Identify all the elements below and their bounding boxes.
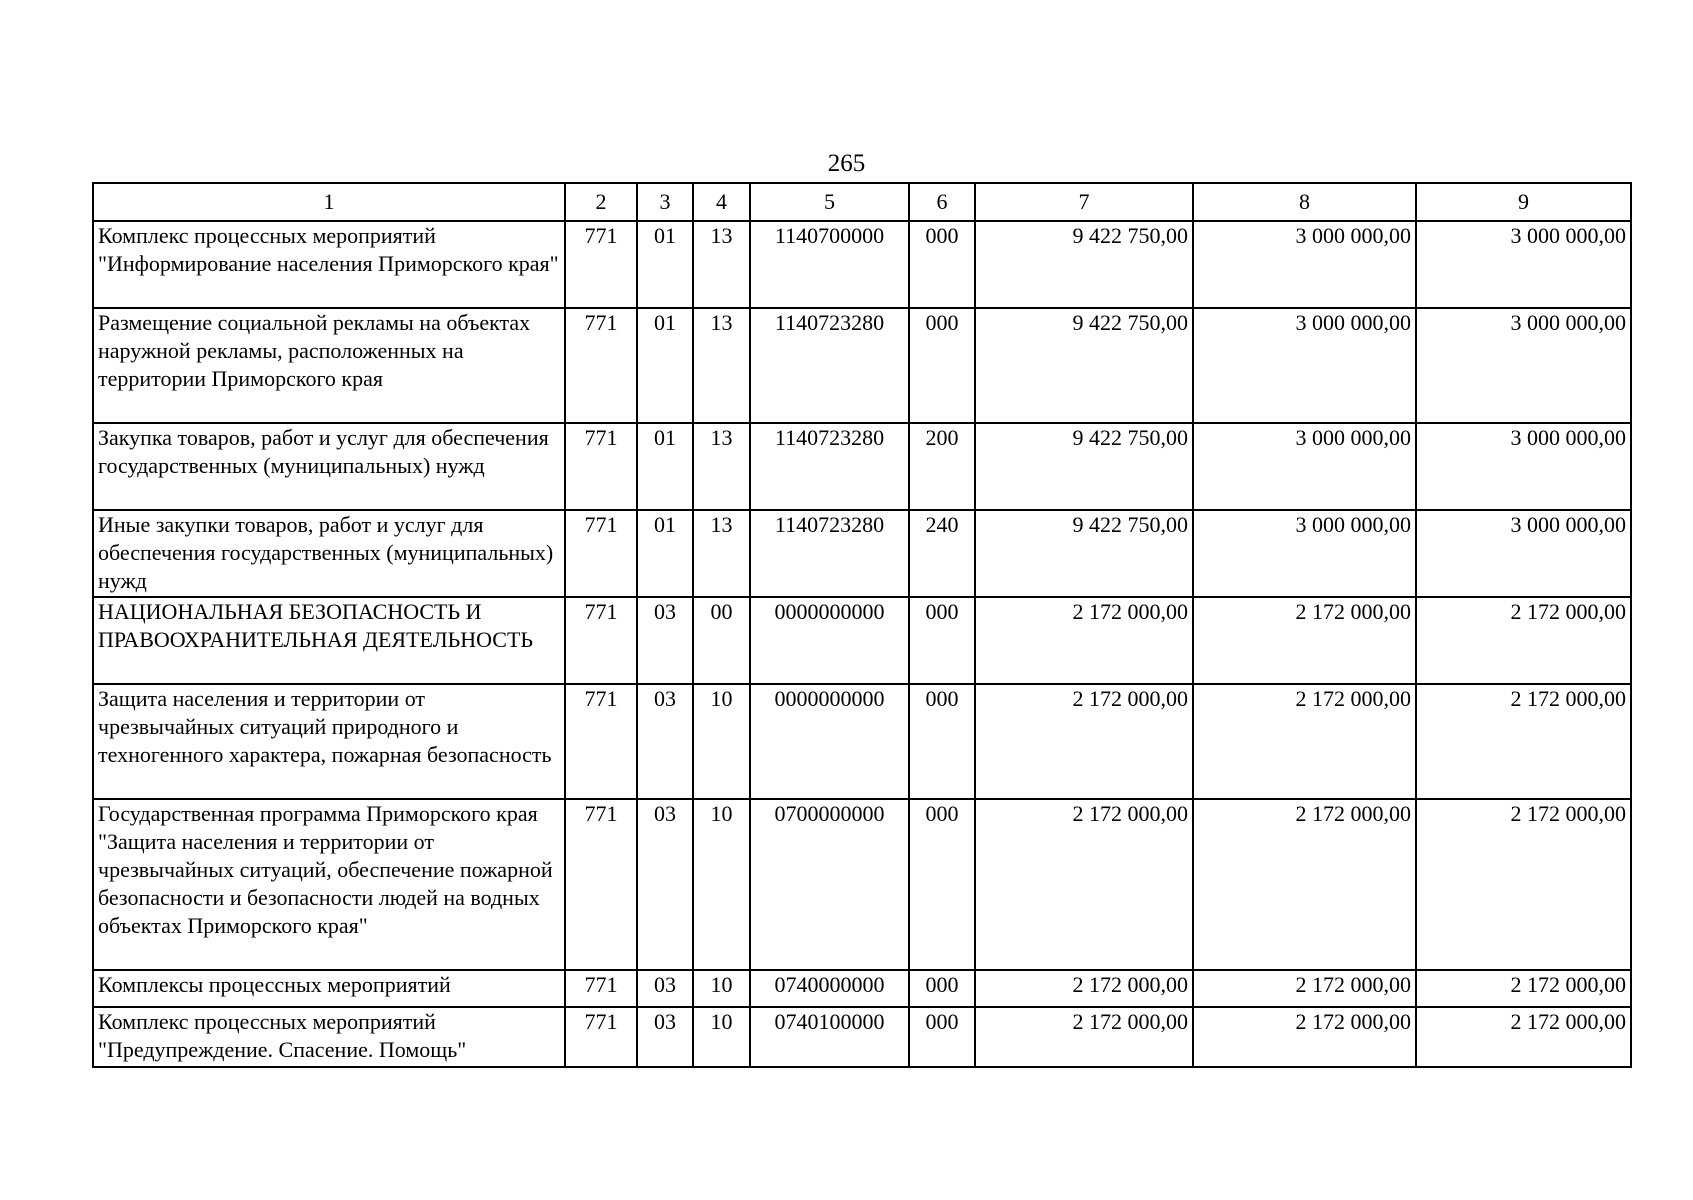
row-code-4: 10: [693, 684, 750, 799]
row-name: Размещение социальной рекламы на объектах наружной рекламы, расположенных на территории Приморского края: [93, 308, 565, 423]
page-number: 265: [827, 150, 866, 177]
row-name: Закупка товаров, работ и услуг для обеспечения государственных (муниципальных) нужд: [93, 423, 565, 510]
row-name: Комплекс процессных мероприятий "Информирование населения Приморского края": [93, 221, 565, 308]
row-sum-9: 2 172 000,00: [1416, 597, 1631, 684]
row-sum-8: 2 172 000,00: [1193, 1007, 1416, 1067]
header-cell: 6: [909, 183, 975, 221]
header-cell: 2: [565, 183, 637, 221]
row-code-2: 771: [565, 308, 637, 423]
table-row: [93, 221, 1631, 308]
row-code-3: 01: [637, 510, 693, 597]
row-code-2: 771: [565, 684, 637, 799]
table-row: [93, 510, 1631, 597]
row-code-6: 000: [909, 221, 975, 308]
header-cell: 5: [750, 183, 909, 221]
row-sum-9: 2 172 000,00: [1416, 799, 1631, 970]
row-code-5: 1140723280: [750, 510, 909, 597]
row-code-4: 13: [693, 308, 750, 423]
row-sum-9: 2 172 000,00: [1416, 970, 1631, 1007]
header-cell: 9: [1416, 183, 1631, 221]
header-cell: 8: [1193, 183, 1416, 221]
row-code-3: 03: [637, 597, 693, 684]
row-code-6: 240: [909, 510, 975, 597]
row-code-6: 000: [909, 308, 975, 423]
row-sum-7: 2 172 000,00: [975, 970, 1193, 1007]
header-cell: 1: [93, 183, 565, 221]
row-sum-7: 9 422 750,00: [975, 423, 1193, 510]
row-code-5: 0740000000: [750, 970, 909, 1007]
budget-table: [92, 182, 1632, 1068]
row-name: Иные закупки товаров, работ и услуг для обеспечения государственных (муниципальных) нужд: [93, 510, 565, 597]
row-sum-9: 3 000 000,00: [1416, 221, 1631, 308]
row-sum-9: 2 172 000,00: [1416, 684, 1631, 799]
row-sum-7: 9 422 750,00: [975, 308, 1193, 423]
table-row: [93, 308, 1631, 423]
row-code-4: 10: [693, 799, 750, 970]
row-code-4: 10: [693, 970, 750, 1007]
row-code-3: 03: [637, 684, 693, 799]
row-code-6: 000: [909, 684, 975, 799]
row-sum-9: 2 172 000,00: [1416, 1007, 1631, 1067]
row-code-4: 10: [693, 1007, 750, 1067]
row-code-3: 01: [637, 423, 693, 510]
row-code-3: 01: [637, 308, 693, 423]
row-sum-8: 2 172 000,00: [1193, 799, 1416, 970]
row-code-3: 03: [637, 1007, 693, 1067]
row-sum-9: 3 000 000,00: [1416, 423, 1631, 510]
row-code-2: 771: [565, 423, 637, 510]
row-sum-8: 2 172 000,00: [1193, 970, 1416, 1007]
row-code-5: 0000000000: [750, 597, 909, 684]
row-sum-7: 2 172 000,00: [975, 1007, 1193, 1067]
header-cell: 3: [637, 183, 693, 221]
row-name: Комплексы процессных мероприятий: [93, 970, 565, 1007]
row-code-2: 771: [565, 799, 637, 970]
row-code-2: 771: [565, 510, 637, 597]
row-sum-8: 3 000 000,00: [1193, 221, 1416, 308]
row-name: Защита населения и территории от чрезвычайных ситуаций природного и техногенного характера, пожарная безопасность: [93, 684, 565, 799]
row-code-3: 03: [637, 799, 693, 970]
row-code-5: 0700000000: [750, 799, 909, 970]
row-code-5: 1140700000: [750, 221, 909, 308]
table-row: [93, 970, 1631, 1007]
row-name: НАЦИОНАЛЬНАЯ БЕЗОПАСНОСТЬ И ПРАВООХРАНИТЕЛЬНАЯ ДЕЯТЕЛЬНОСТЬ: [93, 597, 565, 684]
row-code-2: 771: [565, 970, 637, 1007]
row-code-4: 13: [693, 423, 750, 510]
row-code-5: 1140723280: [750, 308, 909, 423]
table-row: [93, 799, 1631, 970]
table-row: [93, 423, 1631, 510]
row-sum-8: 3 000 000,00: [1193, 308, 1416, 423]
row-sum-7: 2 172 000,00: [975, 799, 1193, 970]
row-sum-7: 9 422 750,00: [975, 510, 1193, 597]
table-row: [93, 1007, 1631, 1067]
row-code-6: 000: [909, 597, 975, 684]
header-row: [93, 183, 1631, 221]
row-sum-7: 2 172 000,00: [975, 597, 1193, 684]
row-code-2: 771: [565, 1007, 637, 1067]
row-code-5: 0740100000: [750, 1007, 909, 1067]
row-name: Государственная программа Приморского края "Защита населения и территории от чрезвычайных ситуаций, обеспечение пожарной безопасности и безопасности людей на водных объектах Приморского края": [93, 799, 565, 970]
row-sum-8: 2 172 000,00: [1193, 597, 1416, 684]
row-code-2: 771: [565, 597, 637, 684]
table-row: [93, 684, 1631, 799]
row-sum-7: 2 172 000,00: [975, 684, 1193, 799]
row-code-6: 200: [909, 423, 975, 510]
row-sum-9: 3 000 000,00: [1416, 308, 1631, 423]
row-code-2: 771: [565, 221, 637, 308]
row-code-6: 000: [909, 799, 975, 970]
header-cell: 4: [693, 183, 750, 221]
row-sum-8: 3 000 000,00: [1193, 510, 1416, 597]
row-sum-8: 2 172 000,00: [1193, 684, 1416, 799]
row-sum-9: 3 000 000,00: [1416, 510, 1631, 597]
row-code-4: 13: [693, 510, 750, 597]
table-row: [93, 597, 1631, 684]
row-code-5: 0000000000: [750, 684, 909, 799]
row-name: Комплекс процессных мероприятий "Предупреждение. Спасение. Помощь": [93, 1007, 565, 1067]
row-code-6: 000: [909, 970, 975, 1007]
row-code-6: 000: [909, 1007, 975, 1067]
row-sum-7: 9 422 750,00: [975, 221, 1193, 308]
row-code-4: 00: [693, 597, 750, 684]
row-code-3: 03: [637, 970, 693, 1007]
row-sum-8: 3 000 000,00: [1193, 423, 1416, 510]
row-code-3: 01: [637, 221, 693, 308]
header-cell: 7: [975, 183, 1193, 221]
row-code-5: 1140723280: [750, 423, 909, 510]
row-code-4: 13: [693, 221, 750, 308]
